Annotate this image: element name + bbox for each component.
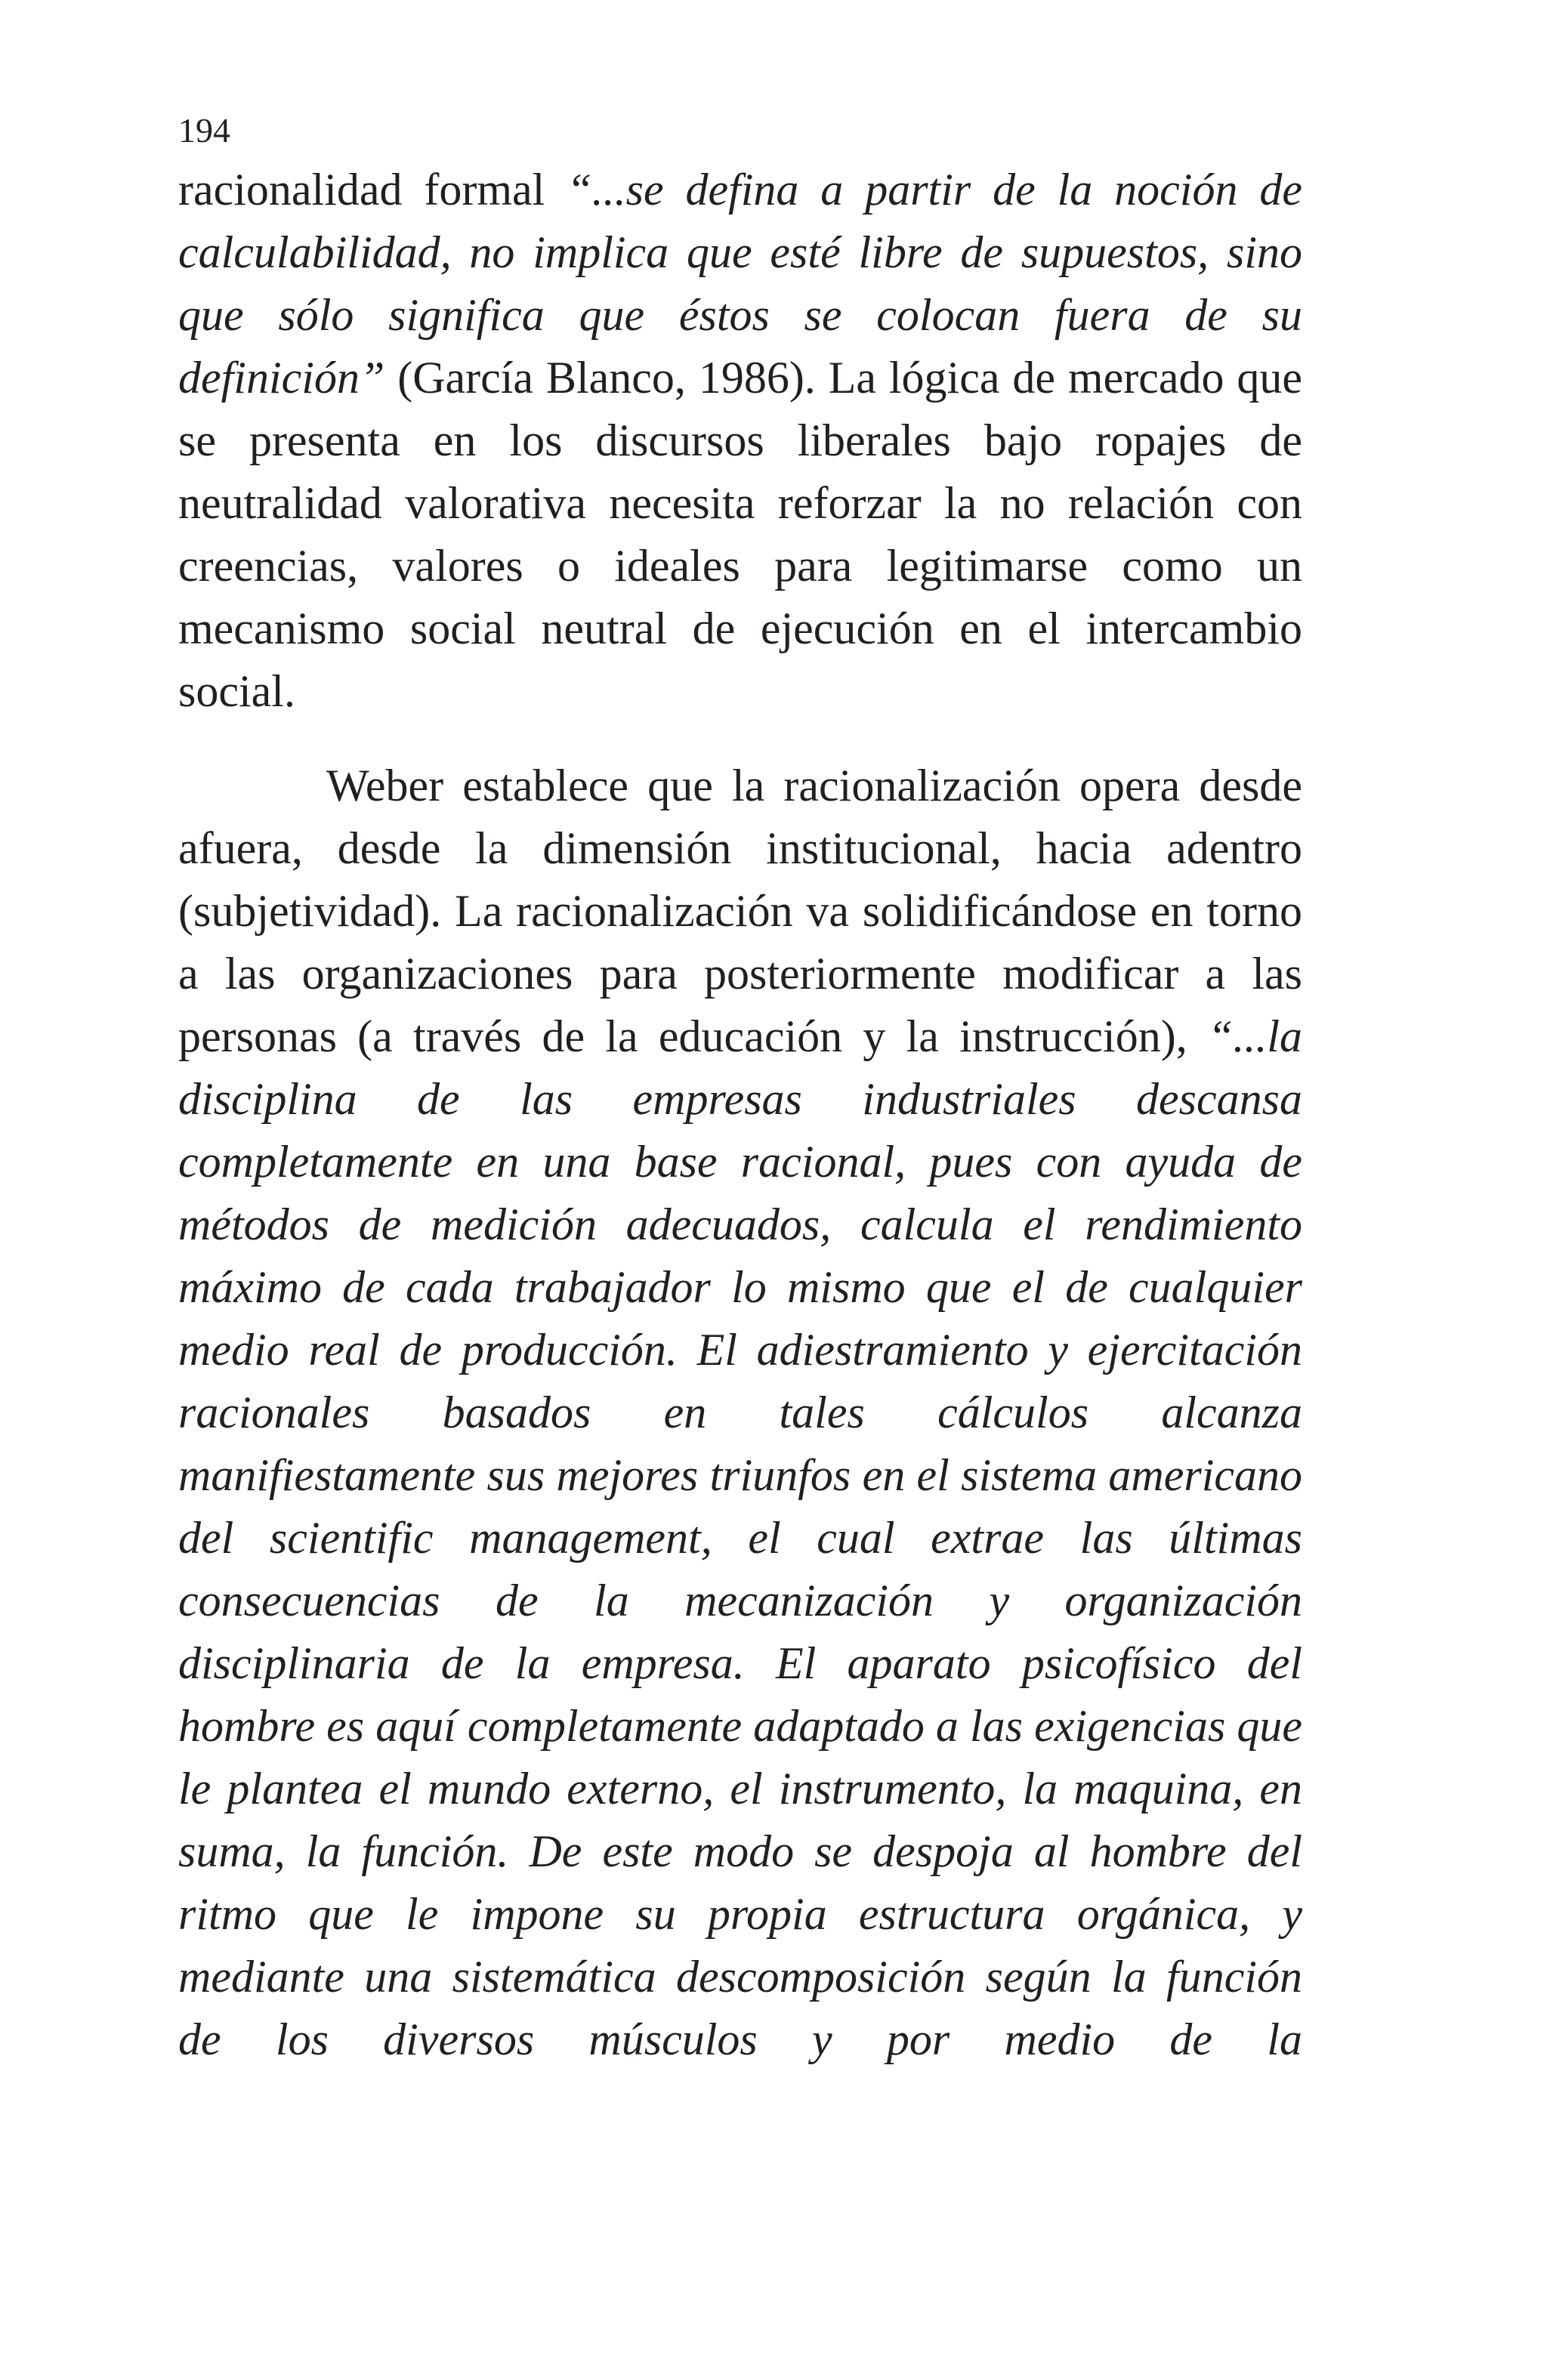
paragraph-1 (178, 159, 1302, 723)
paragraph-1-segment-3: (García Blanco, 1986). La lógica de mercado que se presenta en los discursos liberales bajo ropajes de neutralidad valorativa necesita reforzar la no relación con creencias, valores o ideales para legitimarse como un mecanismo social neutral de ejecución en el intercambio social. (178, 353, 1302, 716)
paragraph-2-quote: “...la disciplina de las empresas industriales descansa completamente en una base racional, pues con ayuda de métodos de medición adecuados, calcula el rendimiento máximo de cada trabajador lo mismo que el de cualquier medio real de producción. El adiestramiento y ejercitación racionales basados en tales cálculos alcanza manifiestamente sus mejores triunfos en el sistema americano del scientific management, el cual extrae las últimas consecuencias de la mecanización y organización disciplinaria de la empresa. El aparato psicofísico del hombre es aquí completamente adaptado a las exigencias que le plantea el mundo externo, el instrumento, la maquina, en suma, la función. De este modo se despoja al hombre del ritmo que le impone su propia estructura orgánica, y mediante una sistemática descomposición según la función de los diversos músculos y por medio de la (178, 1011, 1302, 2064)
paragraph-1-segment-1: racionalidad formal (178, 165, 567, 215)
paragraph-2-segment-1: Weber establece que la racionalización opera desde afuera, desde la dimensión institucional, hacia adentro (subjetividad). La racionalización va solidificándose en torno a las organizaciones para posteriormente modificar a las personas (a través de la educación y la instrucción), (178, 761, 1302, 1061)
paragraph-1-quote: “...se defina a partir de la noción de calculabilidad, no implica que esté libre de supuestos, sino que sólo significa que éstos se colocan fuera de su definición” (178, 165, 1302, 403)
paragraph-2 (178, 755, 1302, 2071)
body-text (178, 159, 1302, 2071)
page-number: 194 (178, 111, 230, 150)
